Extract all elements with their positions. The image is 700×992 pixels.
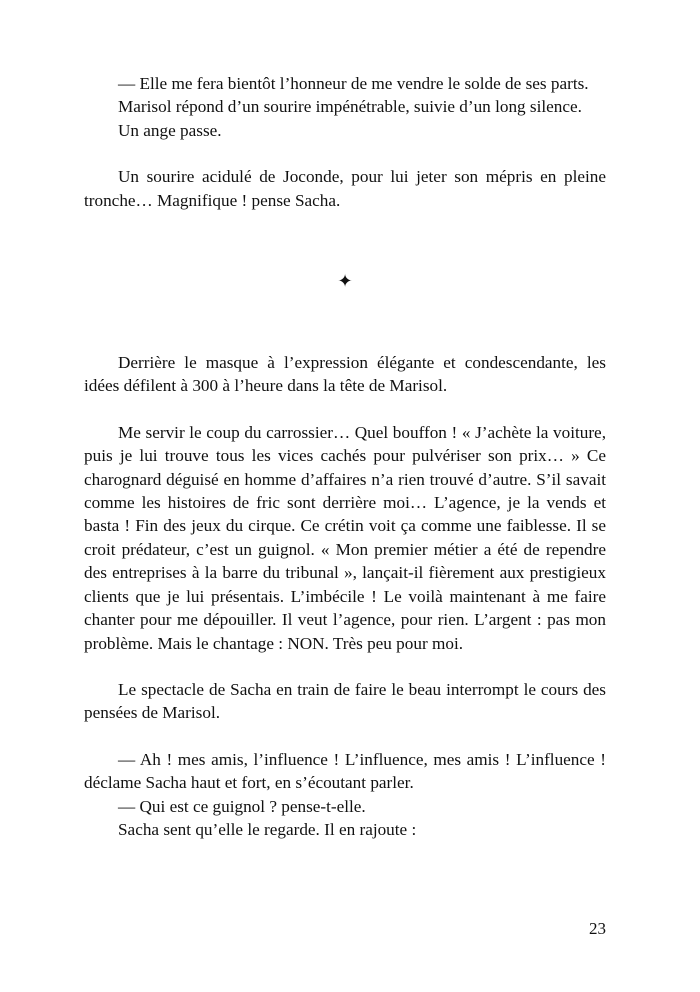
section-gap-before-ornament: [84, 212, 606, 270]
paragraph-5: Derrière le masque à l’expression élégante et condescendante, les idées défilent à 300 à l’heure dans la tête de Marisol.: [84, 353, 606, 396]
paragraph-10: Sacha sent qu’elle le regarde. Il en rajoute :: [118, 819, 417, 839]
section-break-ornament-icon: ✦: [337, 271, 353, 292]
paragraph-2: Marisol répond d’un sourire impénétrable, suivie d’un long silence.: [118, 97, 582, 117]
paragraph-3: Un ange passe.: [118, 120, 222, 140]
paragraph-gap: [84, 142, 606, 165]
page-body: [84, 72, 606, 841]
paragraph-gap: [84, 398, 606, 421]
paragraph-gap: [84, 655, 606, 678]
page-number: 23: [589, 919, 606, 938]
paragraph-9: — Qui est ce guignol ? pense-t-elle.: [118, 796, 366, 816]
paragraph-1: — Elle me fera bientôt l’honneur de me vendre le solde de ses parts.: [118, 74, 589, 93]
paragraph-8: — Ah ! mes amis, l’influence ! L’influence, mes amis ! L’influence ! déclame Sacha haut et fort, en s’écoutant parler.: [84, 749, 606, 793]
paragraph-4: Un sourire acidulé de Joconde, pour lui jeter son mépris en pleine tronche… Magnifique ! pense Sacha.: [84, 167, 606, 210]
paragraph-7: Le spectacle de Sacha en train de faire le beau interrompt le cours des pensées de Marisol.: [84, 679, 606, 723]
paragraph-6: Me servir le coup du carrossier… Quel bouffon ! « J’achète la voiture, puis je lui trouve tous les vices cachés pour pulvériser son prix… » Ce charognard déguisé en homme d’affaires n’a rien trouvé d’autre. S’il savait comme les histoires de fric sont derrière moi… L’agence, je la vends et basta ! Fin des jeux du cirque. Ce crétin voit ça comme une faiblesse. Il se croit prédateur, c’est un guignol. « Mon premier métier a été de rependre des entreprises à la barre du tribunal », lançait-il fièrement aux prestigieux clients que je lui présentais. L’imbécile ! Le voilà maintenant à me faire chanter pour me dépouiller. Il veut l’agence, pour rien. L’argent : pas mon problème. Mais le chantage : NON. Très peu pour moi.: [84, 422, 606, 653]
section-gap-after-ornament: [84, 293, 606, 351]
paragraph-gap: [84, 725, 606, 748]
